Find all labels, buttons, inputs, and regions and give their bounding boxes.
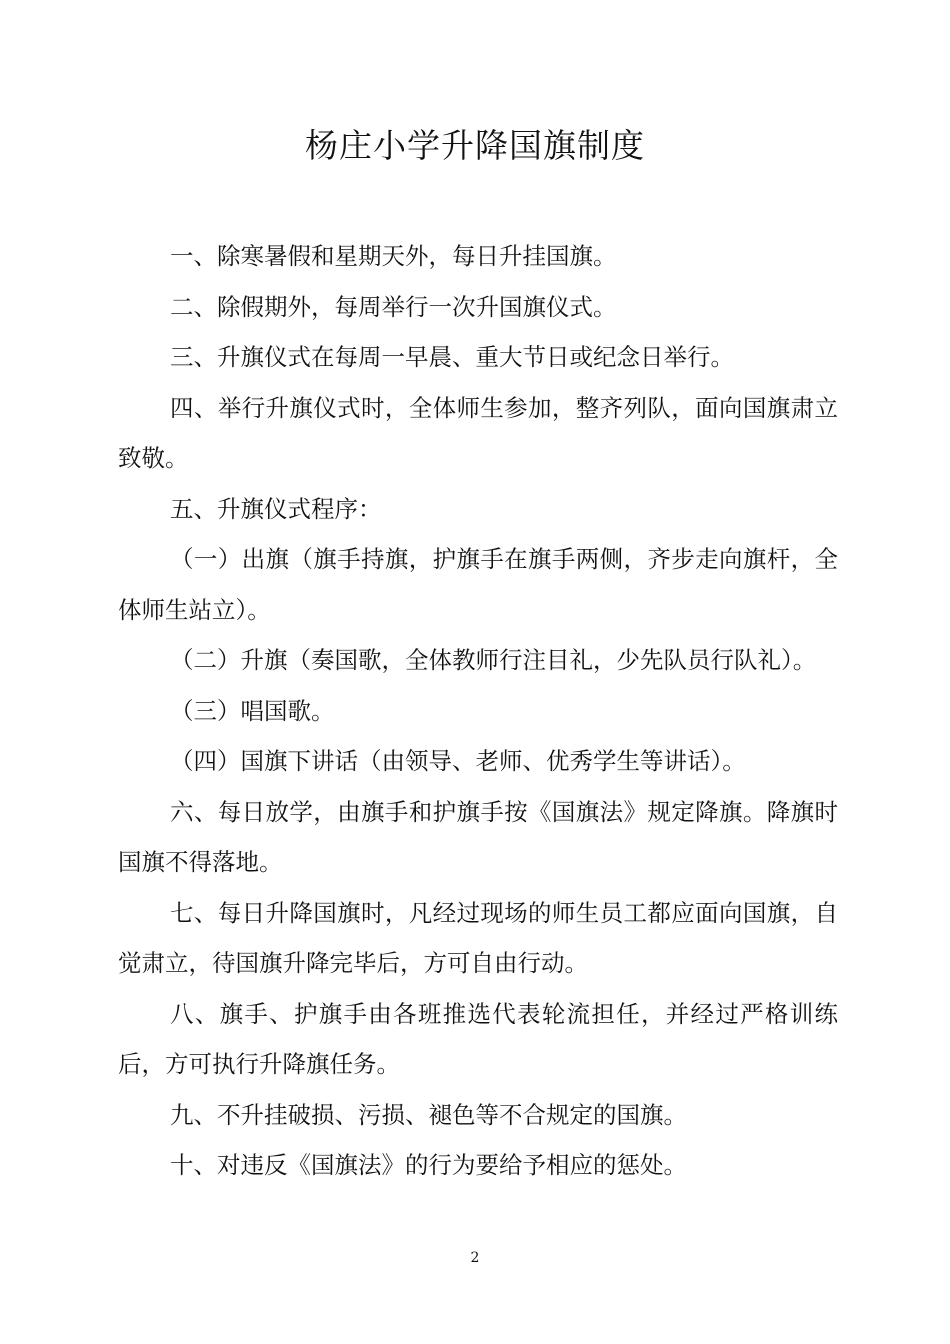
- paragraph-4: 四、举行升旗仪式时，全体师生参加，整齐列队，面向国旗肃立致敬。: [118, 393, 838, 472]
- paragraph-5-item-3: （三）唱国歌。: [170, 696, 335, 725]
- page-number: 2: [470, 1250, 480, 1266]
- paragraph-5: 五、升旗仪式程序：: [170, 494, 382, 523]
- document-body: [118, 231, 838, 1191]
- paragraph-6: 六、每日放学，由旗手和护旗手按《国旗法》规定降旗。降旗时国旗不得落地。: [118, 797, 838, 876]
- paragraph-5-item-2: （二）升旗（奏国歌，全体教师行注目礼，少先队员行队礼）。: [170, 646, 817, 674]
- paragraph-9: 九、不升挂破损、污损、褪色等不合规定的国旗。: [170, 1100, 687, 1129]
- paragraph-5-item-4: （四）国旗下讲话（由领导、老师、优秀学生等讲话）。: [170, 747, 746, 775]
- paragraph-8: 八、旗手、护旗手由各班推选代表轮流担任，并经过严格训练后，方可执行升降旗任务。: [118, 999, 838, 1078]
- paragraph-2: 二、除假期外，每周举行一次升国旗仪式。: [170, 292, 617, 321]
- paragraph-3: 三、升旗仪式在每周一早晨、重大节日或纪念日举行。: [170, 343, 734, 371]
- paragraph-7: 七、每日升降国旗时，凡经过现场的师生员工都应面向国旗，自觉肃立，待国旗升降完毕后，方可自由行动。: [118, 898, 838, 977]
- paragraph-5-item-1: （一）出旗（旗手持旗，护旗手在旗手两侧，齐步走向旗杆，全体师生站立）。: [118, 545, 838, 624]
- document-title: 杨庄小学升降国旗制度: [305, 126, 645, 165]
- paragraph-1: 一、除寒暑假和星期天外，每日升挂国旗。: [170, 242, 617, 270]
- paragraph-10: 十、对违反《国旗法》的行为要给予相应的惩处。: [170, 1151, 687, 1179]
